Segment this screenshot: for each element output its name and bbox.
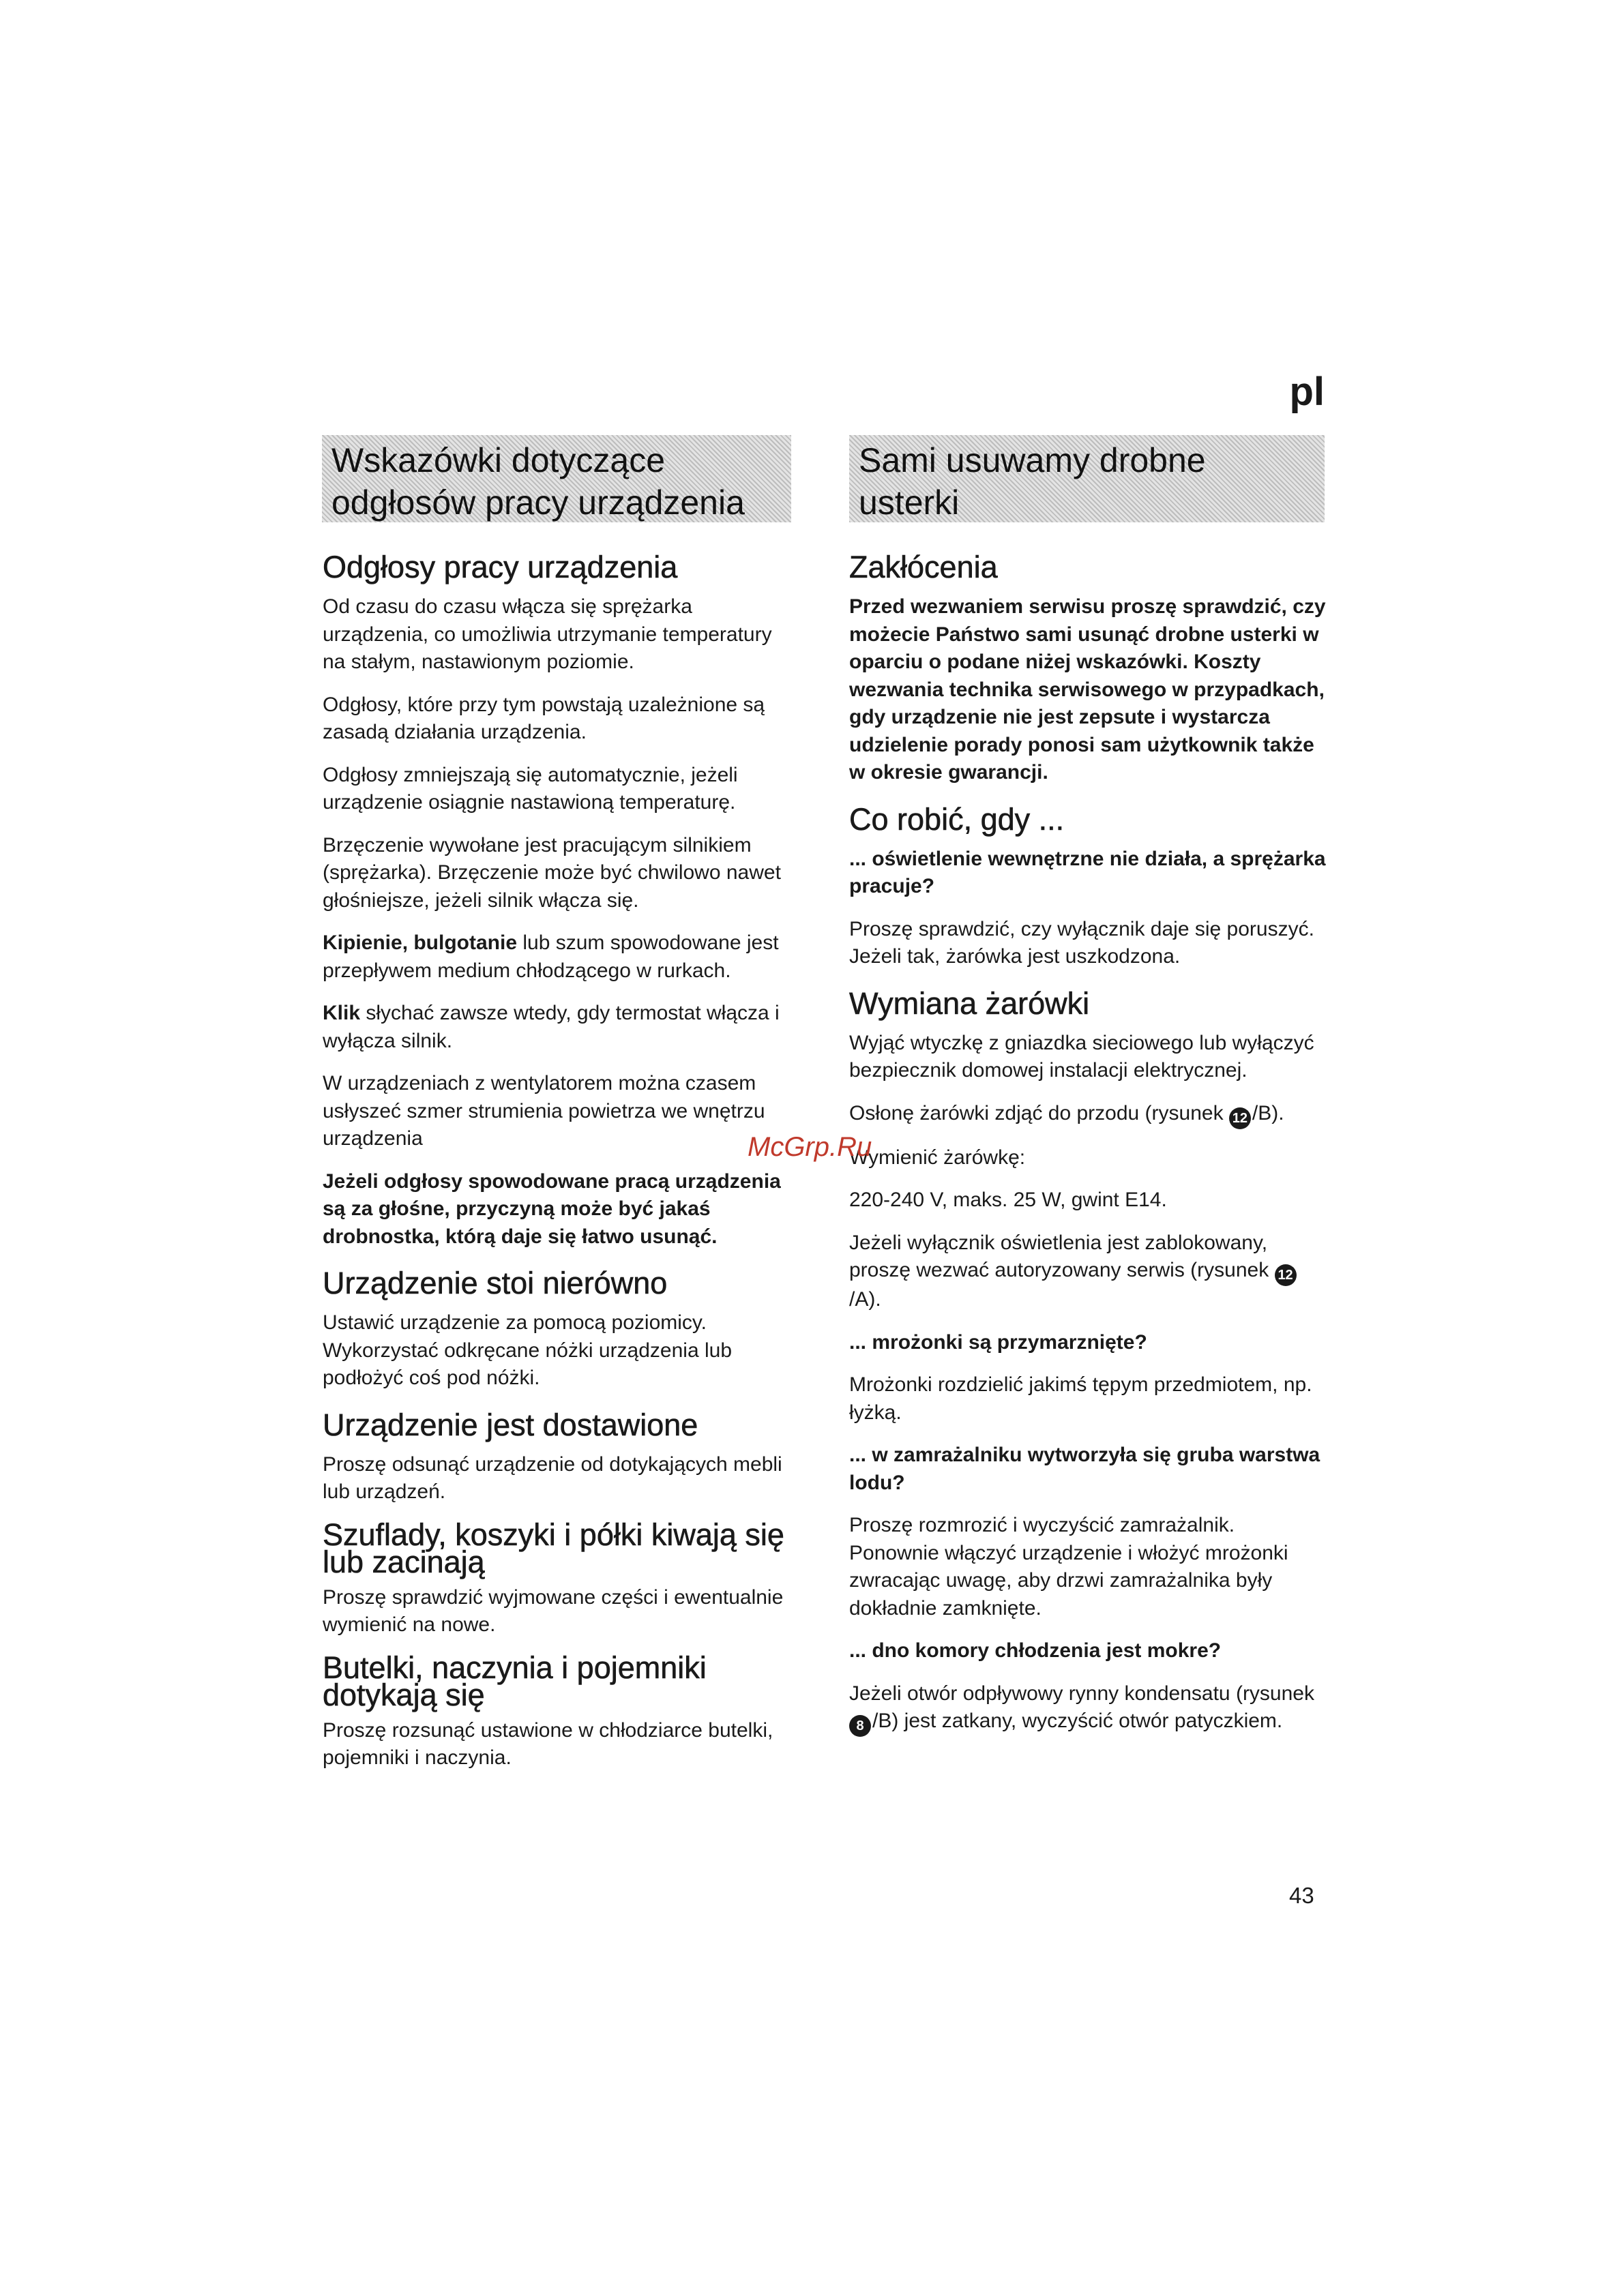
question-wet: ... dno komory chłodzenia jest mokre?	[849, 1639, 1222, 1662]
heading-operating-noises: Odgłosy pracy urządzenia	[323, 550, 678, 584]
paragraph: Proszę rozmrozić i wyczyścić zamrażalnik. Ponownie włączyć urządzenie i włożyć mrożonki zwracając uwagę, aby drzwi zamrażalnika były dokładnie zamknięte.	[849, 1514, 1288, 1620]
paragraph: Wyjąć wtyczkę z gniazdka sieciowego lub wyłączyć bezpiecznik domowej instalacji elektrycznej.	[849, 1031, 1314, 1082]
heading-bulb-replacement: Wymiana żarówki	[849, 985, 1090, 1021]
banner-line-1: Wskazówki dotyczące	[331, 441, 666, 479]
bold-intro: Przed wezwaniem serwisu proszę sprawdzić, czy możecie Państwo sami usunąć drobne usterki w oparciu o podane niżej wskazówki. Koszty wezwania technika serwisowego w przypadkach, gdy urządzenie nie jest zepsute i wystarcza udzielenie porady ponosi sam użytkownik także w okresie gwarancji.	[849, 595, 1326, 784]
paragraph: Kipienie, bulgotanie lub szum spowodowane jest przepływem medium chłodzącego w rurkach.	[323, 931, 779, 982]
paragraph: Klik słychać zawsze wtedy, gdy termostat włącza i wyłącza silnik.	[323, 1002, 780, 1052]
heading-what-to-do: Co robić, gdy ...	[849, 801, 1065, 837]
paragraph: 220-240 V, maks. 25 W, gwint E14.	[849, 1189, 1167, 1211]
paragraph: Osłonę żarówki zdjąć do przodu (rysunek 12 /B).	[849, 1100, 1327, 1129]
bold-term: Kipienie, bulgotanie	[323, 931, 518, 954]
paragraph: Brzęczenie wywołane jest pracującym silnikiem (sprężarka). Brzęczenie może być chwilowo nawet głośniejsze, jeżeli silnik włącza się.	[323, 833, 781, 912]
heading-uneven: Urządzenie stoi nierówno	[323, 1266, 668, 1300]
heading-touching: Urządzenie jest dostawione	[323, 1407, 698, 1442]
page-number: 43	[1289, 1883, 1314, 1908]
question-ice: ... w zamrażalniku wytworzyła się gruba warstwa lodu?	[849, 1444, 1320, 1494]
paragraph: Jeżeli otwór odpływowy rynny kondensatu (rysunek 8 /B) jest zatkany, wyczyścić otwór patyczkiem.	[849, 1680, 1327, 1738]
language-code: pl	[1289, 370, 1325, 414]
banner-line-1: Sami usuwamy drobne	[859, 441, 1206, 479]
paragraph: Od czasu do czasu włącza się sprężarka urządzenia, co umożliwia utrzymanie temperatury na stałym, nastawionym poziomie.	[323, 595, 772, 673]
bold-term: Klik	[323, 1002, 361, 1024]
paragraph: Odgłosy zmniejszają się automatycznie, jeżeli urządzenie osiągnie nastawioną temperaturę.	[323, 763, 738, 814]
paragraph: Proszę sprawdzić wyjmowane części i ewentualnie wymienić na nowe.	[323, 1585, 784, 1636]
paragraph: Proszę rozsunąć ustawione w chłodziarce butelki, pojemniki i naczynia.	[323, 1718, 773, 1769]
section-banner-noises	[322, 435, 791, 522]
heading-faults: Zakłócenia	[849, 550, 998, 584]
section-banner-troubleshooting	[849, 435, 1325, 522]
paragraph: Wymienić żarówkę:	[849, 1146, 1026, 1169]
banner-line-2: odgłosów pracy urządzenia	[331, 483, 745, 522]
heading-bottles: Butelki, naczynia i pojemniki dotykają się	[323, 1650, 707, 1712]
paragraph: Proszę sprawdzić, czy wyłącznik daje się poruszyć. Jeżeli tak, żarówka jest uszkodzona.	[849, 917, 1314, 968]
paragraph: W urządzeniach z wentylatorem można czasem usłyszeć szmer strumienia powietrza we wnętrzu urządzenia	[323, 1072, 765, 1150]
left-column	[323, 539, 793, 1787]
question-light: ... oświetlenie wewnętrzne nie działa, a sprężarka pracuje?	[849, 847, 1326, 897]
paragraph: Mrożonki rozdzielić jakimś tępym przedmiotem, np. łyżką.	[849, 1373, 1312, 1424]
banner-line-2: usterki	[859, 483, 960, 522]
paragraph: Proszę odsunąć urządzenie od dotykających mebli lub urządzeń.	[323, 1452, 782, 1503]
watermark: McGrp.Ru	[748, 1132, 872, 1162]
question-frozen: ... mrożonki są przymarznięte?	[849, 1330, 1147, 1354]
paragraph: Odgłosy, które przy tym powstają uzależnione są zasadą działania urządzenia.	[323, 693, 765, 743]
right-column	[849, 539, 1327, 1752]
figure-number-icon: 8	[849, 1715, 871, 1737]
paragraph: Ustawić urządzenie za pomocą poziomicy. Wykorzystać odkręcane nóżki urządzenia lub podłożyć coś pod nóżki.	[323, 1311, 733, 1389]
figure-number-icon: 12	[1275, 1264, 1297, 1286]
figure-number-icon: 12	[1229, 1107, 1251, 1129]
heading-drawers: Szuflady, koszyki i półki kiwają się lub zacinają	[323, 1517, 784, 1579]
paragraph: Jeżeli wyłącznik oświetlenia jest zablokowany, proszę wezwać autoryzowany serwis (rysunek 12/A).	[849, 1229, 1327, 1314]
bold-note: Jeżeli odgłosy spowodowane pracą urządzenia są za głośne, przyczyną może być jakaś drobnostka, którą daje się łatwo usunąć.	[323, 1169, 781, 1248]
